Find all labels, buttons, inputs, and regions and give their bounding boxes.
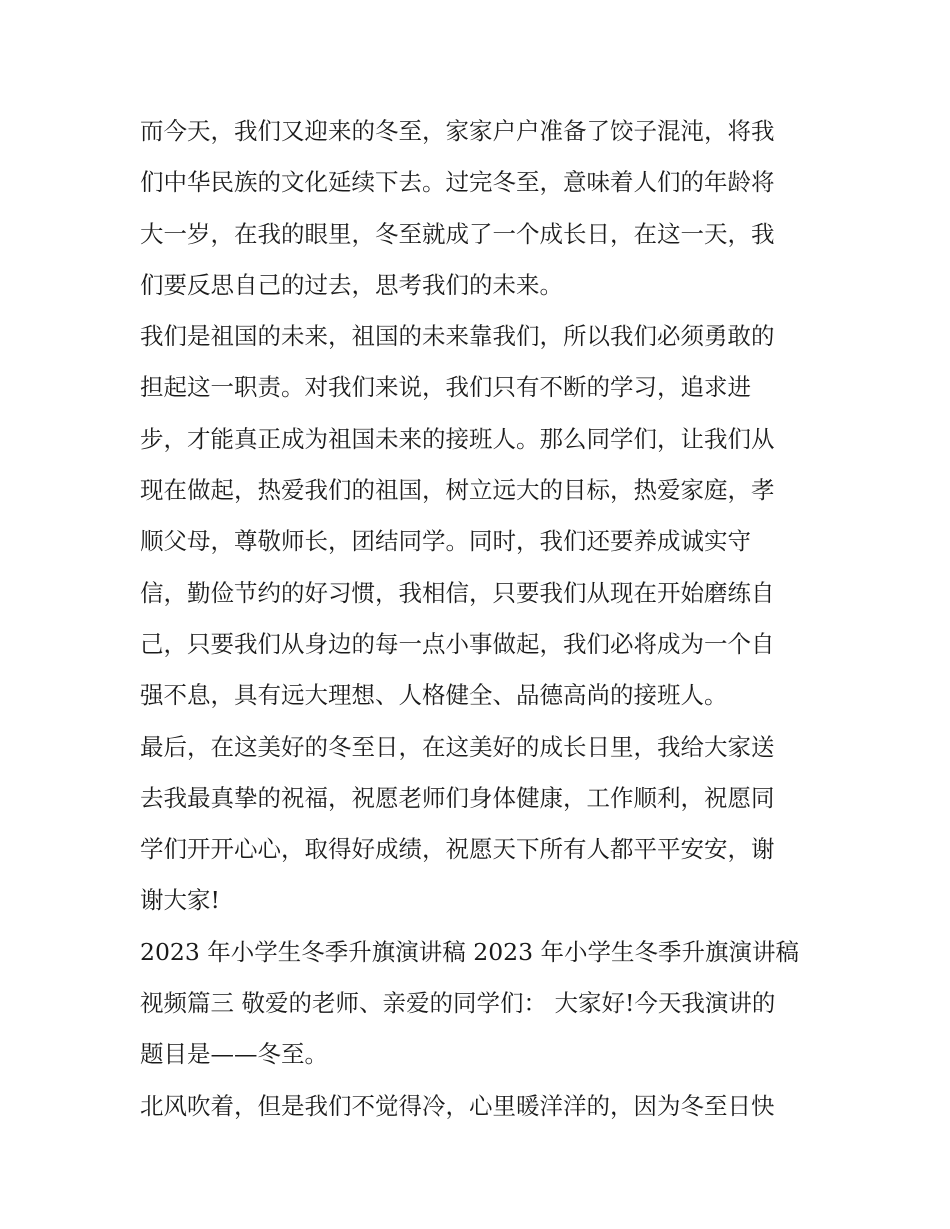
text-line: 视频篇三 敬爱的老师、亲爱的同学们： 大家好!今天我演讲的 <box>140 989 776 1018</box>
text-line: 现在做起，热爱我们的祖国，树立远大的目标，热爱家庭，孝 <box>140 476 775 505</box>
text-line: 顺父母，尊敬师长，团结同学。同时，我们还要养成诚实守 <box>140 527 751 556</box>
text-line: 去我最真挚的祝福，祝愿老师们身体健康，工作顺利，祝愿同 <box>140 783 775 812</box>
text-line: 最后，在这美好的冬至日，在这美好的成长日里，我给大家送 <box>140 732 775 761</box>
text-line: 我们是祖国的未来，祖国的未来靠我们，所以我们必须勇敢的 <box>140 322 775 351</box>
text-line: 学们开开心心，取得好成绩，祝愿天下所有人都平平安安，谢 <box>140 835 775 864</box>
text-line: 己，只要我们从身边的每一点小事做起，我们必将成为一个自 <box>140 629 775 658</box>
text-line: 们要反思自己的过去，思考我们的未来。 <box>140 270 563 299</box>
paragraph-1 <box>140 106 820 311</box>
text-line: 2023 年小学生冬季升旗演讲稿 2023 年小学生冬季升旗演讲稿 <box>140 937 800 966</box>
text-line: 谢大家! <box>140 886 220 915</box>
text-line: 北风吹着，但是我们不觉得冷，心里暖洋洋的，因为冬至日快 <box>140 1091 775 1120</box>
text-line: 担起这一职责。对我们来说，我们只有不断的学习，追求进 <box>140 373 751 402</box>
text-line: 强不息，具有远大理想、人格健全、品德高尚的接班人。 <box>140 681 728 710</box>
text-line: 大一岁，在我的眼里，冬至就成了一个成长日，在这一天，我 <box>140 219 775 248</box>
text-line: 而今天，我们又迎来的冬至，家家户户准备了饺子混沌，将我 <box>140 117 775 145</box>
text-line: 信，勤俭节约的好习惯，我相信，只要我们从现在开始磨练自 <box>140 578 775 607</box>
paragraph-2 <box>140 311 820 721</box>
paragraph-4 <box>140 927 820 1081</box>
text-line: 们中华民族的文化延续下去。过完冬至，意味着人们的年龄将 <box>140 168 775 197</box>
paragraph-3 <box>140 722 820 927</box>
text-line: 步，才能真正成为祖国未来的接班人。那么同学们，让我们从 <box>140 424 775 453</box>
document-body <box>140 106 820 1132</box>
text-line: 题目是——冬至。 <box>140 1040 328 1069</box>
paragraph-5 <box>140 1081 820 1132</box>
